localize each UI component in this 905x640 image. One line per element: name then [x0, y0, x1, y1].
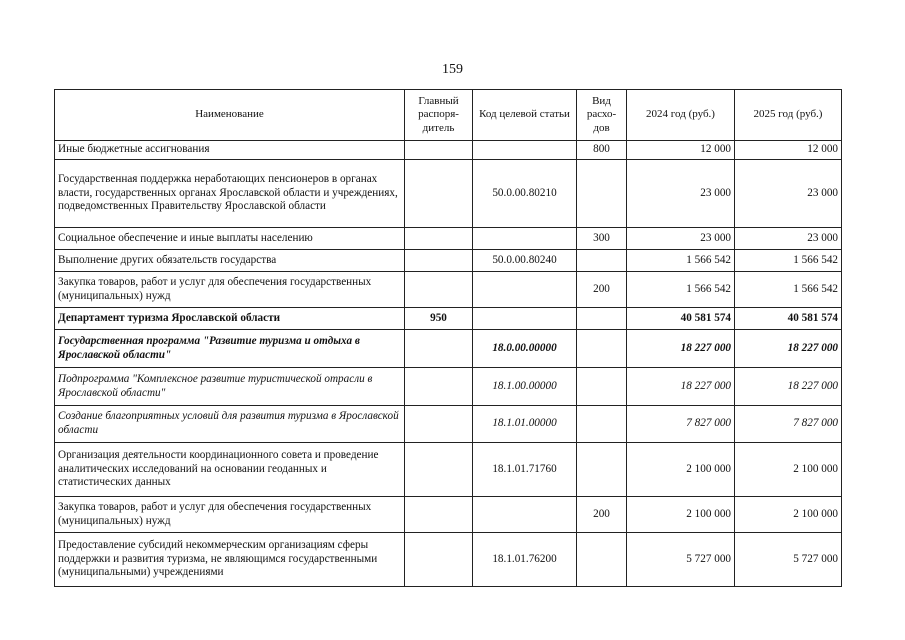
table-row: [55, 250, 842, 272]
header-main-manager: Главный распоря-дитель: [405, 90, 473, 141]
cell-code: [473, 228, 577, 250]
cell-manager: [405, 368, 473, 406]
cell-manager: [405, 330, 473, 368]
cell-2024: 1 566 542: [627, 272, 735, 308]
cell-name: Подпрограмма "Комплексное развитие туристической отрасли в Ярославской области": [55, 368, 405, 406]
cell-code: [473, 308, 577, 330]
cell-2025: 23 000: [735, 160, 842, 228]
cell-2025: 18 227 000: [735, 330, 842, 368]
cell-2024: 2 100 000: [627, 497, 735, 533]
cell-name: Создание благоприятных условий для развития туризма в Ярославской области: [55, 406, 405, 443]
cell-2024: 5 727 000: [627, 533, 735, 587]
cell-code: 18.1.00.00000: [473, 368, 577, 406]
table-row: [55, 497, 842, 533]
cell-2025: 1 566 542: [735, 250, 842, 272]
cell-manager: [405, 272, 473, 308]
cell-manager: [405, 497, 473, 533]
header-name: Наименование: [55, 90, 405, 141]
cell-type: [577, 330, 627, 368]
table-row: [55, 406, 842, 443]
cell-manager: [405, 533, 473, 587]
cell-name: Выполнение других обязательств государства: [55, 250, 405, 272]
header-expense-type: Вид расхо-дов: [577, 90, 627, 141]
cell-code: [473, 497, 577, 533]
table-row: [55, 443, 842, 497]
cell-type: 800: [577, 141, 627, 160]
cell-type: [577, 443, 627, 497]
page-number: 159: [442, 62, 463, 77]
cell-code: 18.1.01.76200: [473, 533, 577, 587]
table-row: [55, 160, 842, 228]
header-year-2025: 2025 год (руб.): [735, 90, 842, 141]
cell-type: [577, 308, 627, 330]
cell-manager: [405, 228, 473, 250]
cell-name: Социальное обеспечение и иные выплаты населению: [55, 228, 405, 250]
cell-2025: 5 727 000: [735, 533, 842, 587]
table-row: [55, 368, 842, 406]
table-row: [55, 272, 842, 308]
cell-2025: 2 100 000: [735, 443, 842, 497]
cell-manager: [405, 250, 473, 272]
header-target-code: Код целевой статьи: [473, 90, 577, 141]
table-row: [55, 308, 842, 330]
cell-name: Закупка товаров, работ и услуг для обеспечения государственных (муниципальных) нужд: [55, 497, 405, 533]
cell-2025: 7 827 000: [735, 406, 842, 443]
cell-name: Государственная программа "Развитие туризма и отдыха в Ярославской области": [55, 330, 405, 368]
cell-code: 50.0.00.80240: [473, 250, 577, 272]
cell-2025: 1 566 542: [735, 272, 842, 308]
cell-type: [577, 250, 627, 272]
cell-code: 18.1.01.71760: [473, 443, 577, 497]
cell-2025: 18 227 000: [735, 368, 842, 406]
cell-2024: 1 566 542: [627, 250, 735, 272]
cell-code: 50.0.00.80210: [473, 160, 577, 228]
cell-name: Закупка товаров, работ и услуг для обеспечения государственных (муниципальных) нужд: [55, 272, 405, 308]
cell-code: 18.0.00.00000: [473, 330, 577, 368]
cell-2025: 12 000: [735, 141, 842, 160]
cell-type: 200: [577, 272, 627, 308]
cell-2024: 23 000: [627, 228, 735, 250]
cell-name: Департамент туризма Ярославской области: [55, 308, 405, 330]
table-row: [55, 533, 842, 587]
table-row: [55, 330, 842, 368]
table-row: [55, 228, 842, 250]
cell-2025: 2 100 000: [735, 497, 842, 533]
cell-manager: [405, 443, 473, 497]
cell-type: [577, 533, 627, 587]
cell-2024: 23 000: [627, 160, 735, 228]
cell-code: 18.1.01.00000: [473, 406, 577, 443]
cell-name: Предоставление субсидий некоммерческим организациям сферы поддержки и развития туризма, не являющимся государственными (муниципальными) учреждениями: [55, 533, 405, 587]
cell-2025: 40 581 574: [735, 308, 842, 330]
table-row: [55, 141, 842, 160]
cell-name: Государственная поддержка неработающих пенсионеров в органах власти, государственных органах Ярославской области и учреждениях, подведомственных Правительству Ярославской области: [55, 160, 405, 228]
cell-manager: [405, 160, 473, 228]
cell-name: Организация деятельности координационного совета и проведение аналитических исследований на основании геоданных и статистических данных: [55, 443, 405, 497]
cell-manager: 950: [405, 308, 473, 330]
cell-2024: 18 227 000: [627, 330, 735, 368]
cell-type: [577, 368, 627, 406]
cell-manager: [405, 141, 473, 160]
cell-type: [577, 406, 627, 443]
cell-2024: 18 227 000: [627, 368, 735, 406]
cell-name: Иные бюджетные ассигнования: [55, 141, 405, 160]
cell-2024: 40 581 574: [627, 308, 735, 330]
cell-code: [473, 141, 577, 160]
table-header-row: [55, 90, 842, 141]
cell-manager: [405, 406, 473, 443]
cell-type: 300: [577, 228, 627, 250]
cell-type: 200: [577, 497, 627, 533]
budget-table: [54, 89, 842, 587]
cell-type: [577, 160, 627, 228]
cell-code: [473, 272, 577, 308]
header-year-2024: 2024 год (руб.): [627, 90, 735, 141]
cell-2024: 2 100 000: [627, 443, 735, 497]
cell-2024: 12 000: [627, 141, 735, 160]
cell-2025: 23 000: [735, 228, 842, 250]
cell-2024: 7 827 000: [627, 406, 735, 443]
